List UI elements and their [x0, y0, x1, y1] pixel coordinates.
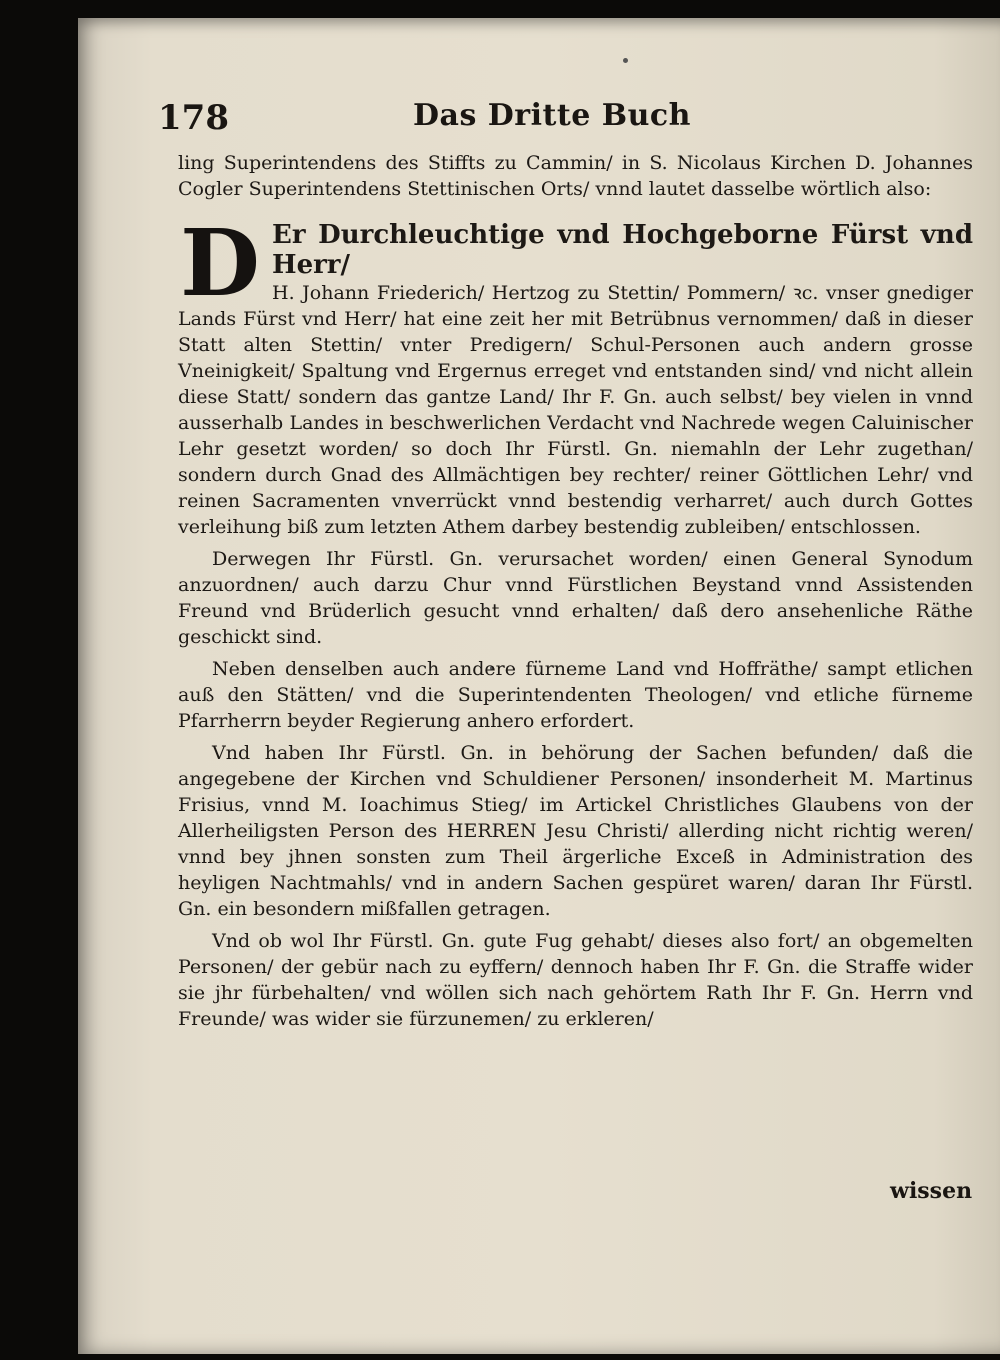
decree-paragraph-text: H. Johann Friederich/ Hertzog zu Stettin/ Pommern/ ꝛc. vnser gnediger Lands Fürst vnd Herr/ hat eine zeit her mit Betrübnus vernommen/ daß in dieser Statt alten Stettin/ vnter Predigern/ Schul-Personen auch andern grosse Vneinigkeit/ Spaltung vnd Ergernus erreget vnd entstanden sind/ vnd nicht allein diese Statt/ sondern das gantze Land/ Ihr F. Gn. auch selbst/ bey vielen in vnnd ausserhalb Landes in beschwerlichen Verdacht vnd Nachrede wegen Caluinischer Lehr gesetzt worden/ so doch Ihr Fürstl. Gn. niemahln der Lehr zugethan/ sondern durch Gnad des Allmächtigen bey rechter/ reiner Göttlichen Lehr/ vnd reinen Sacramenten vnverrückt vnnd bestendig verharret/ auch durch Gottes verleihung biß zum letzten Athem darbey bestendig zubleiben/ entschlossen.: [178, 282, 973, 538]
catchword: wissen: [890, 1178, 973, 1204]
running-title: Das Dritte Buch: [413, 98, 691, 133]
decree-paragraph: [178, 209, 973, 540]
paragraph: Vnd haben Ihr Fürstl. Gn. in behörung der Sachen befunden/ daß die angegebene der Kirchen vnd Schuldiener Personen/ insonderheit M. Martinus Frisius, vnnd M. Ioachimus Stieg/ im Artickel Christliches Glaubens von der Allerheiligsten Person des HERREN Jesu Christi/ allerding nicht richtig weren/ vnnd bey jhnen sonsten zum Theil ärgerliche Exceß in Administration des heyligen Nachtmahls/ vnd in andern Sachen gespüret waren/ daran Ihr Fürstl. Gn. ein besondern mißfallen getragen.: [178, 742, 973, 920]
decree-first-line: Er Durchleuchtige vnd Hochgeborne Fürst vnd Herr/: [272, 220, 973, 280]
body-text: [178, 150, 973, 1032]
drop-capital: D: [180, 209, 260, 317]
paper-speck: [623, 58, 628, 63]
paragraph: Neben denselben auch andere fürneme Land vnd Hoffräthe/ sampt etlichen auß den Stätten/ vnd die Superintendenten Theologen/ vnd etliche fürneme Pfarrherrn beyder Regierung anhero erfordert.: [178, 658, 973, 732]
page-number: 178: [158, 98, 229, 138]
paragraph: Derwegen Ihr Fürstl. Gn. verursachet worden/ einen General Synodum anzuordnen/ auch darzu Chur vnnd Fürstlichen Beystand vnnd Assistenden Freund vnd Brüderlich gesucht vnnd erhalten/ daß dero ansehenliche Räthe geschickt sind.: [178, 548, 973, 648]
intro-paragraph: ling Superintendens des Stiffts zu Cammin/ in S. Nicolaus Kirchen D. Johannes Cogler Superintendens Stettinischen Orts/ vnnd lautet dasselbe wörtlich also:: [178, 152, 973, 200]
page-header: [158, 98, 898, 148]
paragraph: Vnd ob wol Ihr Fürstl. Gn. gute Fug gehabt/ dieses also fort/ an obgemelten Personen/ der gebür nach zu eyffern/ dennoch haben Ihr F. Gn. die Straffe wider sie jhr fürbehalten/ vnd wöllen sich nach gehörtem Rath Ihr F. Gn. Herrn vnd Freunde/ was wider sie fürzunemen/ zu erkleren/: [178, 930, 973, 1030]
